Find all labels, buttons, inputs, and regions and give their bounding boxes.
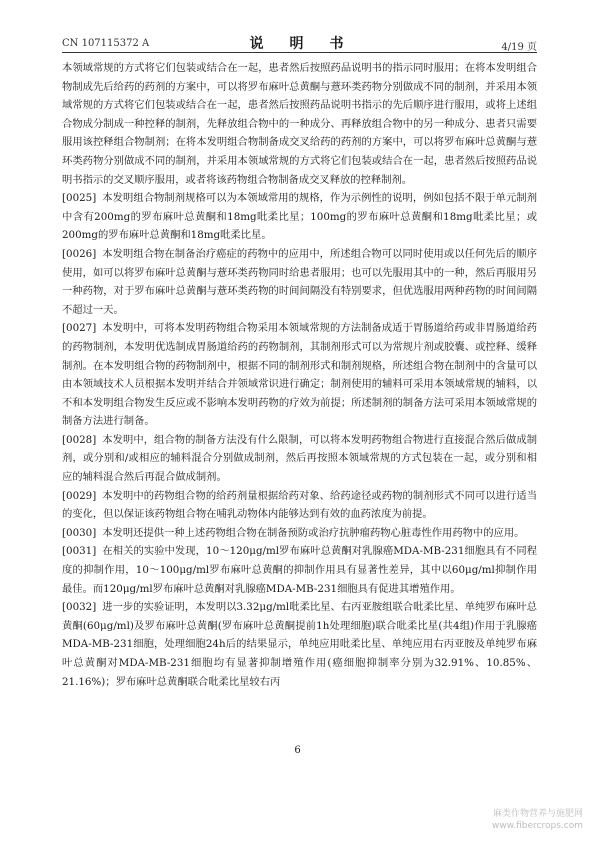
- paragraph-0030: [62, 524, 537, 543]
- paragraph-number: [0026]: [62, 247, 97, 260]
- document-title: 说 明 书: [249, 36, 350, 52]
- watermark-url: www.fibercrops.com: [492, 821, 583, 831]
- paragraph-number: [0031]: [62, 545, 97, 558]
- paragraph-text: 进一步的实验证明，本发明以3.32μg/ml吡柔比星、右丙亚胺组联合吡柔比星、单纯罗布麻叶总黄酮(60μg/ml)及罗布麻叶总黄酮(罗布麻叶总黄酮提前1h处理细胞)联合吡柔比星(共4组)作用于乳腺癌MDA-MB-231细胞，处理细胞24h后的结果显示，单纯应用吡柔比星、单纯应用右丙亚胺及单纯罗布麻叶总黄酮对MDA-MB-231细胞均有显著抑制增殖作用(癌细胞抑制率分别为32.91%、10.85%、21.16%)；罗布麻叶总黄酮联合吡柔比星较右丙: [62, 601, 537, 688]
- paragraph-0031: [62, 542, 537, 598]
- page-header: [62, 32, 537, 53]
- paragraph-text: 本发明中的药物组合物的给药剂量根据给药对象、给药途径或药物的制剂形式不同可以进行适当的变化，但以保证该药物组合物在哺乳动物体内能够达到有效的血药浓度为前提。: [62, 489, 537, 521]
- paragraph-number: [0028]: [62, 433, 97, 446]
- paragraph-text: 本发明组合物制剂规格可以为本领域常用的规格，作为示例性的说明，例如包括不限于单元制剂中含有200mg的罗布麻叶总黄酮和18mg吡柔比星；100mg的罗布麻叶总黄酮和18mg吡柔比星；或200mg的罗布麻叶总黄酮和18mg吡柔比星。: [62, 192, 537, 242]
- paragraph-text: 本发明中，组合物的制备方法没有什么限制，可以将本发明药物组合物进行直接混合然后做成制剂，或分别和/或相应的辅料混合分别做成制剂，然后再按照本领域常规的方式包装在一起，或分别和相应的辅料混合然后再混合做成制剂。: [62, 433, 537, 484]
- paragraph-text: 本发明还提供一种上述药物组合物在制备预防或治疗抗肿瘤药物心脏毒性作用药物中的应用。: [102, 526, 525, 539]
- page-indicator: 4/19 页: [501, 42, 537, 53]
- paragraph-0029: [62, 487, 537, 524]
- paragraph-0026: [62, 245, 537, 319]
- paragraph-text: 本发明组合物在制备治疗癌症的药物中的应用中，所述组合物可以同时使用或以任何先后的顺序使用，如可以将罗布麻叶总黄酮与薏环类药物同时给患者服用；也可以先服用其中的一种，然后再服用另一种药物，对于罗布麻叶总黄酮与薏环类药物的时间间隔没有特别要求，但优选服用两种药物的时间间隔不超过一天。: [62, 247, 537, 316]
- continuation-paragraph: 本领域常规的方式将它们包装或结合在一起，患者然后按照药品说明书的指示同时服用；在将本发明组合物制成先后给药的药剂的方案中，可以将罗布麻叶总黄酮与薏环类药物分别做成不同的制剂，并采用本领域常规的方式将它们包装或结合在一起，患者然后按照药品说明书指示的先后顺序进行服用，或将上述组合物成分制成一种控释的制剂，先释放组合物中的一种成分、再释放组合物中的另一种成分、患者只需要服用该控释组合物制剂；在将本发明组合物制备成交叉给药的药剂的方案中，可以将罗布麻叶总黄酮与薏环类药物分别做成不同的制剂，并采用本领域常规的方式将它们包装或结合在一起，患者然后按照药品说明书指示的交叉顺序服用，或者将该药物组合物制备成交叉释放的控释制剂。: [62, 62, 537, 186]
- document-body: [62, 59, 537, 691]
- paragraph-0025: [62, 189, 537, 245]
- page-number: 6: [294, 745, 301, 756]
- paragraph-0032: [62, 598, 537, 691]
- paragraph-number: [0030]: [62, 526, 97, 539]
- paragraph-text: 在相关的实验中发现，10～120μg/ml罗布麻叶总黄酮对乳腺癌MDA-MB-231细胞具有不同程度的抑制作用，10～100μg/ml罗布麻叶总黄酮的抑制作用具有显著性差异，其中以60μg/ml抑制作用最佳。而120μg/ml罗布麻叶总黄酮对乳腺癌MDA-MB-231细胞具有促进其增殖作用。: [62, 545, 537, 595]
- patent-number: CN 107115372 A: [62, 38, 150, 49]
- paragraph-0027: [62, 319, 537, 431]
- watermark-name: 麻类作物营养与施肥网: [492, 809, 583, 819]
- paragraph-number: [0029]: [62, 489, 97, 502]
- paragraph-number: [0032]: [62, 601, 97, 614]
- site-watermark: [492, 808, 583, 832]
- paragraph-0028: [62, 431, 537, 487]
- paragraph-number: [0025]: [62, 192, 97, 205]
- paragraph-number: [0027]: [62, 322, 97, 335]
- paragraph-text: 本发明中，可将本发明药物组合物采用本领域常规的方法制备成适于胃肠道给药或非胃肠道给药的药物制剂，本发明优选制成胃肠道给药的药物制剂，其制剂形式可以为常规片剂或胶囊、或控释、缓释制剂。在本发明组合物的药物制剂中，根据不同的制剂形式和制剂规格，所述组合物在制剂中的含量可以由本领域技术人员根据本发明并结合并领域常识进行确定；制剂使用的辅料可采用本领域常规的辅料，以不和本发明组合物发生反应或不影响本发明药物的疗效为前提；所述制剂的制备方法可采用本领域常规的制备方法进行制备。: [62, 322, 537, 428]
